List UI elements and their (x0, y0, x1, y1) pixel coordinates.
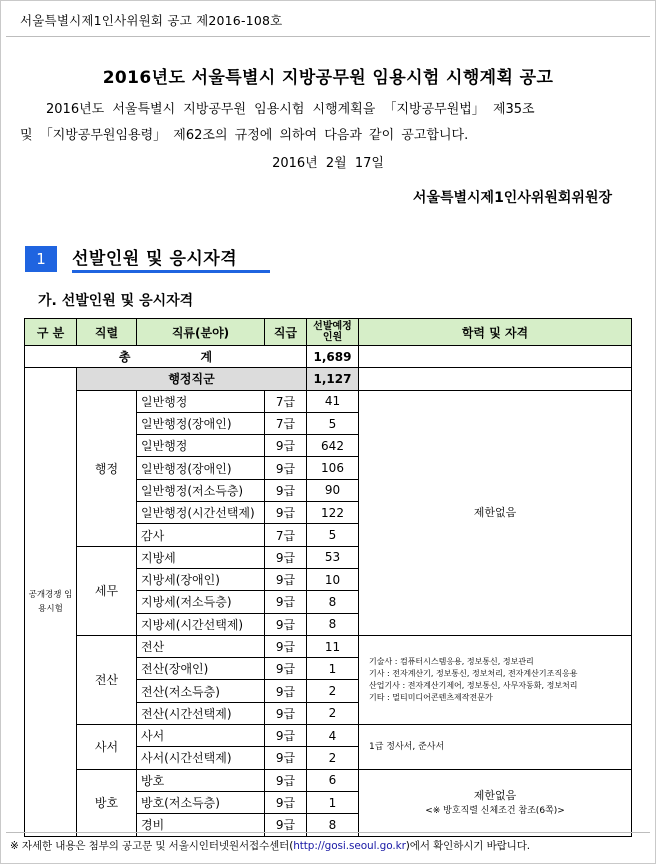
header-series: 직렬 (77, 319, 137, 346)
header-category: 구 분 (25, 319, 77, 346)
position-cell: 전산(시간선택제) (137, 702, 265, 724)
grade-cell: 7급 (265, 390, 307, 412)
planned-cell: 1 (307, 658, 359, 680)
table-row (25, 390, 632, 412)
planned-cell: 11 (307, 635, 359, 657)
series-haengjeong: 행정 (77, 390, 137, 546)
table-row (25, 635, 632, 657)
position-cell: 지방세(저소득층) (137, 591, 265, 613)
signer: 서울특별시제1인사위원회위원장 (412, 190, 612, 206)
position-cell: 사서 (137, 725, 265, 747)
grade-cell: 9급 (265, 457, 307, 479)
header-qualification: 학력 및 자격 (359, 319, 632, 346)
recruitment-table (24, 318, 632, 837)
total-row (25, 346, 632, 368)
position-cell: 전산(장애인) (137, 658, 265, 680)
grade-cell: 9급 (265, 791, 307, 813)
grade-cell: 9급 (265, 613, 307, 635)
planned-cell: 5 (307, 412, 359, 434)
planned-cell: 10 (307, 568, 359, 590)
table-row (25, 368, 632, 390)
position-cell: 일반행정(장애인) (137, 412, 265, 434)
planned-cell: 2 (307, 747, 359, 769)
grade-cell: 9급 (265, 658, 307, 680)
bottom-divider (6, 832, 650, 833)
planned-cell: 122 (307, 502, 359, 524)
planned-cell: 2 (307, 702, 359, 724)
planned-cell: 6 (307, 769, 359, 791)
qual-bangho-line: 제한없음 (473, 788, 517, 802)
announcement-date: 2016년 2월 17일 (272, 156, 384, 171)
position-cell: 경비 (137, 814, 265, 836)
position-cell: 전산(저소득층) (137, 680, 265, 702)
position-cell: 일반행정 (137, 435, 265, 457)
grade-cell: 9급 (265, 680, 307, 702)
planned-cell: 4 (307, 725, 359, 747)
position-cell: 일반행정(장애인) (137, 457, 265, 479)
qual-computing-line: 기사 : 전자계산기, 정보통신, 정보처리, 전자계산기조직응용 (369, 668, 578, 678)
position-cell: 지방세(장애인) (137, 568, 265, 590)
series-saseo: 사서 (77, 725, 137, 770)
table-header-row (25, 319, 632, 346)
grade-cell: 9급 (265, 502, 307, 524)
planned-cell: 106 (307, 457, 359, 479)
position-cell: 전산 (137, 635, 265, 657)
grade-cell: 9급 (265, 725, 307, 747)
series-bangho: 방호 (77, 769, 137, 836)
position-cell: 방호(저소득층) (137, 791, 265, 813)
total-label: 총 계 (25, 346, 307, 368)
section-underline (72, 270, 270, 273)
footer-link[interactable]: http://gosi.seoul.go.kr (293, 840, 406, 852)
admin-qual-empty (359, 368, 632, 390)
planned-cell: 53 (307, 546, 359, 568)
planned-cell: 8 (307, 814, 359, 836)
planned-cell: 90 (307, 479, 359, 501)
qual-bangho-note: <※ 방호직렬 신체조건 참조(6쪽)> (425, 805, 565, 816)
grade-cell: 7급 (265, 412, 307, 434)
footer-prefix: ※ 자세한 내용은 첨부의 공고문 및 서울시인터넷원서접수센터( (10, 840, 294, 852)
header-grade: 직급 (265, 319, 307, 346)
position-cell: 감사 (137, 524, 265, 546)
announcement-number: 서울특별시제1인사위원회 공고 제2016-108호 (20, 13, 283, 28)
document-title: 2016년도 서울특별시 지방공무원 임용시험 시행계획 공고 (102, 68, 554, 88)
table-row (25, 725, 632, 747)
planned-cell: 41 (307, 390, 359, 412)
planned-cell: 2 (307, 680, 359, 702)
planned-cell: 642 (307, 435, 359, 457)
grade-cell: 9급 (265, 814, 307, 836)
section-number-badge: 1 (25, 246, 57, 272)
planned-cell: 5 (307, 524, 359, 546)
position-cell: 지방세 (137, 546, 265, 568)
section-title: 선발인원 및 응시자격 (72, 249, 238, 269)
grade-cell: 9급 (265, 591, 307, 613)
total-value: 1,689 (307, 346, 359, 368)
grade-cell: 9급 (265, 747, 307, 769)
header-position: 직류(분야) (137, 319, 265, 346)
grade-cell: 9급 (265, 479, 307, 501)
qual-library: 1급 정사서, 준사서 (359, 725, 632, 770)
qual-computing-line: 기타 : 멀티미디어콘텐츠제작전문가 (369, 692, 493, 702)
header-planned: 선발예정인원 (307, 319, 359, 346)
group-label: 공개경쟁 임용시험 (25, 368, 77, 836)
footer-suffix: )에서 확인하시기 바랍니다. (405, 840, 530, 852)
position-cell: 방호 (137, 769, 265, 791)
position-cell: 지방세(시간선택제) (137, 613, 265, 635)
qual-computing-line: 기술사 : 컴퓨터시스템응용, 정보통신, 정보관리 (369, 656, 534, 666)
top-divider (6, 36, 650, 37)
qual-computing (359, 635, 632, 724)
qual-computing-line: 산업기사 : 전자계산기제어, 정보통신, 사무자동화, 정보처리 (369, 680, 578, 690)
grade-cell: 9급 (265, 568, 307, 590)
qual-none: 제한없음 (359, 390, 632, 635)
grade-cell: 7급 (265, 524, 307, 546)
admin-group-label: 행정직군 (77, 368, 307, 390)
grade-cell: 9급 (265, 435, 307, 457)
footer-note (10, 838, 530, 853)
position-cell: 일반행정 (137, 390, 265, 412)
position-cell: 일반행정(시간선택제) (137, 502, 265, 524)
planned-cell: 8 (307, 613, 359, 635)
planned-cell: 8 (307, 591, 359, 613)
series-jeonsan: 전산 (77, 635, 137, 724)
grade-cell: 9급 (265, 635, 307, 657)
position-cell: 일반행정(저소득층) (137, 479, 265, 501)
grade-cell: 9급 (265, 702, 307, 724)
grade-cell: 9급 (265, 546, 307, 568)
qual-bangho (359, 769, 632, 836)
grade-cell: 9급 (265, 769, 307, 791)
total-qual-empty (359, 346, 632, 368)
planned-cell: 1 (307, 791, 359, 813)
body-line-1: 2016년도 서울특별시 지방공무원 임용시험 시행계획을 「지방공무원법」 제35조 (46, 102, 535, 117)
series-semu: 세무 (77, 546, 137, 635)
body-line-2: 및 「지방공무원임용령」 제62조의 규정에 의하여 다음과 같이 공고합니다. (20, 128, 469, 143)
subsection-title: 가. 선발인원 및 응시자격 (38, 293, 194, 309)
position-cell: 사서(시간선택제) (137, 747, 265, 769)
admin-group-total: 1,127 (307, 368, 359, 390)
table-row (25, 769, 632, 791)
